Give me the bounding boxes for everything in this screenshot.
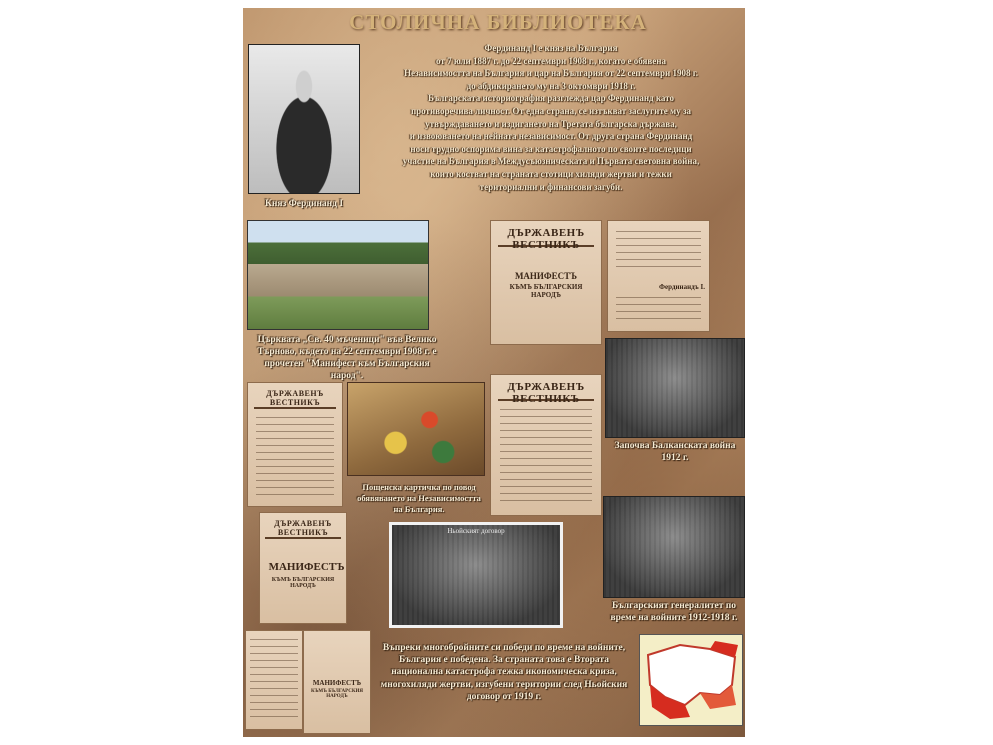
- manifest-page: [259, 512, 347, 624]
- intro-line: които костват на страната стотици хиляди жертви и тежки: [430, 168, 672, 179]
- newspaper-copy-left: [247, 382, 343, 507]
- manifest-title: МАНИФЕСТЪ: [268, 561, 345, 573]
- intro-line: и извоюването на нейната независимост. От друга страна Фердинанд: [409, 131, 693, 142]
- newspaper-masthead-left: ДЪРЖАВЕНЪ ВЕСТНИКЪ: [254, 389, 337, 409]
- independence-postcard: [347, 382, 485, 476]
- generals-photo: [603, 496, 745, 598]
- poster: [243, 8, 745, 737]
- newspaper-masthead: ДЪРЖАВЕНЪ ВЕСТНИКЪ: [498, 227, 595, 247]
- church-photo: [247, 220, 429, 330]
- treaty-manifest-title: МАНИФЕСТЪ: [312, 679, 362, 687]
- signature-text: Фердинандъ I.: [659, 283, 705, 291]
- conclusion-text: Въпреки многобройните си победи по време на войните, България е победена. За страната това е Втората национална катастрофа тежка икономическа криза, многохиляди жертви, изгубени територии след Ньойския договор от 1919 г.: [380, 643, 628, 702]
- intro-text: [361, 42, 741, 193]
- intro-line: утвърждаването и издигането на Третата българска държава,: [425, 118, 677, 129]
- intro-line: до абдикирането му на 3 октомври 1918 г.: [466, 80, 636, 91]
- intro-line: териториални и финансови загуби.: [479, 181, 623, 192]
- poster-title: СТОЛИЧНА БИБЛИОТЕКА: [349, 10, 647, 34]
- postcard-caption: Пощенска картичка по повод обявяването на Независимостта на България.: [357, 482, 481, 514]
- map-graphic: [640, 635, 742, 725]
- manifest-subtitle: КЪМЪ БЪЛГАРСКИЯ НАРОДЪ: [271, 577, 335, 589]
- intro-line: Независимостта на България и цар на България от 22 септември 1908 г.: [403, 68, 699, 79]
- ferdinand-portrait: [248, 44, 360, 194]
- manifest-signature-page: [607, 220, 710, 332]
- bulgaria-territorial-map: [639, 634, 743, 726]
- trench-war-photo: [389, 522, 563, 628]
- church-caption: Църквата „Св. 40 мъченици" във Велико Търново, където на 22 септември 1908 г. е прочетен "Манифест към Българския народ".: [257, 335, 437, 381]
- intro-line: противоречива личност. От една страна, се изтъкват заслугите му за: [410, 105, 691, 116]
- newspaper-masthead-middle: ДЪРЖАВЕНЪ ВЕСТНИКЪ: [498, 381, 595, 401]
- newspaper-front-page: [490, 220, 602, 345]
- intro-line: участие на България в Междусъюзническата и Първата световна война,: [402, 156, 700, 167]
- treaty-document-2: [303, 630, 371, 734]
- generals-caption: Българският генералитет по време на войните 1912-1918 г.: [610, 601, 738, 623]
- intro-line: Фердинанд I е княз на България: [484, 43, 618, 53]
- trench-photo-caption: Ньойският договор: [447, 527, 505, 535]
- newspaper-manifest-title: МАНИФЕСТЪ: [514, 271, 578, 281]
- newspaper-manifest-subtitle: КЪМЪ БЪЛГАРСКИЯ НАРОДЪ: [509, 283, 583, 299]
- newspaper-copy-middle: [490, 374, 602, 516]
- balkan-war-photo: [605, 338, 745, 438]
- portrait-caption: Княз Фердинанд I: [264, 199, 344, 209]
- treaty-manifest-subtitle: КЪМЪ БЪЛГАРСКИЯ НАРОДЪ: [310, 689, 363, 699]
- manifest-masthead: ДЪРЖАВЕНЪ ВЕСТНИКЪ: [265, 519, 341, 539]
- treaty-document-1: [245, 630, 303, 730]
- intro-line: носи трудно оспорима вина за катастрофалното по своите последици: [410, 143, 692, 154]
- balkan-war-caption: Започва Балканската война 1912 г.: [614, 441, 736, 463]
- intro-line: от 7 юли 1887 г. до 22 септември 1908 г., когато е обявена: [436, 55, 666, 66]
- intro-line: Българската историография разглежда цар Фердинанд като: [428, 93, 674, 104]
